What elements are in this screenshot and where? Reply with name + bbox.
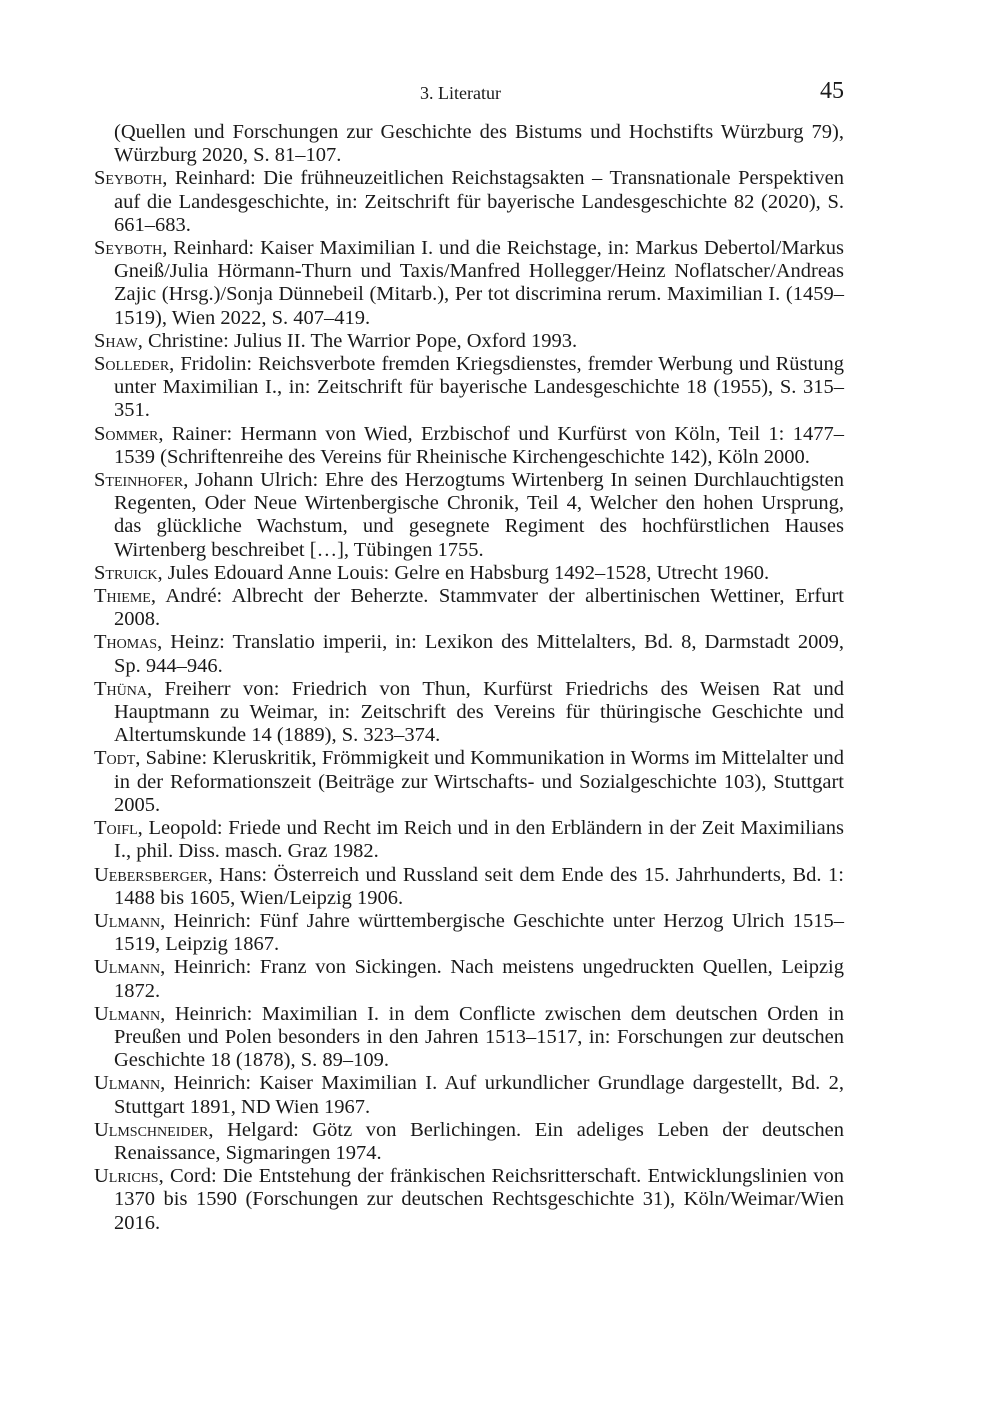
- entry-text: , Heinrich: Fünf Jahre württembergische Geschichte unter Herzog Ulrich 1515–1519, Leipzig 1867.: [114, 909, 844, 956]
- bibliography-entry: [94, 1165, 844, 1235]
- bibliography-list: [94, 121, 844, 1235]
- entry-author: Seyboth: [94, 167, 163, 190]
- bibliography-entry: [94, 678, 844, 748]
- entry-text: , Reinhard: Die frühneuzeitlichen Reichstagsakten – Transnationale Perspektiven auf die Landesgeschichte, in: Zeitschrift für bayerische Landesgeschichte 82 (2020), S. 661–683.: [114, 167, 844, 236]
- entry-text: , Helgard: Götz von Berlichingen. Ein adeliges Leben der deutschen Renaissance, Sigmaringen 1974.: [114, 1118, 844, 1164]
- entry-text: , Reinhard: Kaiser Maximilian I. und die Reichstage, in: Markus Debertol/Markus Gneiß/Julia Hörmann-Thurn und Taxis/Manfred Hollegger/Heinz Noflatscher/Andreas Zajic (Hrsg.)/Sonja Dünnebeil (Mitarb.), Per tot discrimina rerum. Maximilian I. (1459–1519), Wien 2022, S. 407–419.: [114, 237, 844, 329]
- bibliography-entry: [94, 423, 844, 469]
- bibliography-entry: [94, 747, 844, 817]
- entry-author: Ulmann: [94, 909, 161, 932]
- bibliography-entry: [94, 910, 844, 956]
- entry-author: Thüna: [94, 677, 147, 700]
- entry-author: Todt: [94, 747, 136, 770]
- entry-author: Steinhofer: [94, 469, 184, 492]
- entry-text: , Christine: Julius II. The Warrior Pope, Oxford 1993.: [137, 329, 578, 352]
- entry-author: Ulmann: [94, 1002, 161, 1025]
- page-number: 45: [820, 78, 844, 104]
- entry-author: Uebersberger: [94, 863, 208, 886]
- entry-author: Solleder: [94, 353, 170, 376]
- entry-author: Toifl: [94, 817, 138, 840]
- entry-author: Sommer: [94, 422, 159, 445]
- entry-text: , Freiherr von: Friedrich von Thun, Kurfürst Friedrichs des Weisen Rat und Hauptmann zu Weimar, in: Zeitschrift des Vereins für thüringische Geschichte und Altertumskunde 14 (1889), S. 323–374.: [114, 677, 844, 747]
- bibliography-entry: [94, 1003, 844, 1073]
- bibliography-entry: [94, 237, 844, 330]
- entry-text: , Rainer: Hermann von Wied, Erzbischof und Kurfürst von Köln, Teil 1: 1477–1539 (Schriftenreihe des Vereins für Rheinische Kirchengeschichte 142), Köln 2000.: [114, 422, 844, 468]
- bibliography-entry: [94, 864, 844, 910]
- entry-text: , Fridolin: Reichsverbote fremden Kriegsdienstes, fremder Werbung und Rüstung unter Maximilian I., in: Zeitschrift für bayerische Landesgeschichte 18 (1955), S. 315–351.: [114, 353, 844, 422]
- bibliography-entry: [94, 167, 844, 237]
- entry-text: , Heinrich: Kaiser Maximilian I. Auf urkundlicher Grundlage dargestellt, Bd. 2, Stuttgart 1891, ND Wien 1967.: [114, 1072, 844, 1118]
- entry-text: , Cord: Die Entstehung der fränkischen Reichsritterschaft. Entwicklungslinien von 1370 bis 1590 (Forschungen zur deutschen Rechtsgeschichte 31), Köln/Weimar/Wien 2016.: [114, 1165, 844, 1234]
- entry-author: Ulmschneider: [94, 1118, 209, 1141]
- bibliography-entry: [94, 469, 844, 562]
- entry-text: , André: Albrecht der Beherzte. Stammvater der albertinischen Wettiner, Erfurt 2008.: [114, 585, 844, 631]
- bibliography-continuation: (Quellen und Forschungen zur Geschichte des Bistums und Hochstifts Würzburg 79), Würzburg 2020, S. 81–107.: [114, 121, 844, 167]
- entry-text: , Heinz: Translatio imperii, in: Lexikon des Mittelalters, Bd. 8, Darmstadt 2009, Sp. 944–946.: [114, 631, 844, 677]
- entry-author: Shaw: [94, 329, 138, 352]
- entry-author: Thomas: [94, 631, 158, 654]
- entry-text: , Jules Edouard Anne Louis: Gelre en Habsburg 1492–1528, Utrecht 1960.: [157, 561, 770, 584]
- entry-author: Seyboth: [94, 237, 163, 260]
- entry-text: , Heinrich: Franz von Sickingen. Nach meistens ungedruckten Quellen, Leipzig 1872.: [114, 956, 844, 1002]
- bibliography-entry: [94, 1072, 844, 1118]
- bibliography-entry: [94, 353, 844, 423]
- entry-text: , Hans: Österreich und Russland seit dem Ende des 15. Jahrhunderts, Bd. 1: 1488 bis 1605, Wien/Leipzig 1906.: [114, 863, 844, 909]
- entry-author: Thieme: [94, 585, 151, 608]
- bibliography-entry: [94, 562, 844, 585]
- bibliography-entry: [94, 1119, 844, 1165]
- bibliography-entry: [94, 585, 844, 631]
- entry-text: , Leopold: Friede und Recht im Reich und in den Erbländern in der Zeit Maximilians I., phil. Diss. masch. Graz 1982.: [114, 817, 844, 863]
- bibliography-entry: [94, 817, 844, 863]
- bibliography-entry: [94, 631, 844, 677]
- entry-author: Struick: [94, 561, 158, 584]
- bibliography-entry: [94, 956, 844, 1002]
- entry-text: , Johann Ulrich: Ehre des Herzogtums Wirtenberg In seinen Durchlauchtigsten Regenten, Oder Neue Wirtenbergische Chronik, Teil 4, Welcher den hohen Ursprung, das glückliche Wachstum, und gesegnete Regiment des hochfürstlichen Hauses Wirtenberg beschreibet […], Tübingen 1755.: [114, 469, 844, 561]
- entry-text: , Heinrich: Maximilian I. in dem Conflicte zwischen dem deutschen Orden in Preußen und Polen besonders in den Jahren 1513–1517, in: Forschungen zur deutschen Geschichte 18 (1878), S. 89–109.: [114, 1002, 844, 1072]
- entry-text: , Sabine: Kleruskritik, Frömmigkeit und Kommunikation in Worms im Mittelalter und in der Reformationszeit (Beiträge zur Wirtschafts- und Sozialgeschichte 103), Stuttgart 2005.: [114, 747, 844, 816]
- entry-author: Ulmann: [94, 956, 161, 979]
- bibliography-entry: [94, 330, 844, 353]
- running-head: 3. Literatur: [420, 83, 501, 103]
- entry-author: Ulrichs: [94, 1165, 159, 1188]
- entry-author: Ulmann: [94, 1072, 161, 1095]
